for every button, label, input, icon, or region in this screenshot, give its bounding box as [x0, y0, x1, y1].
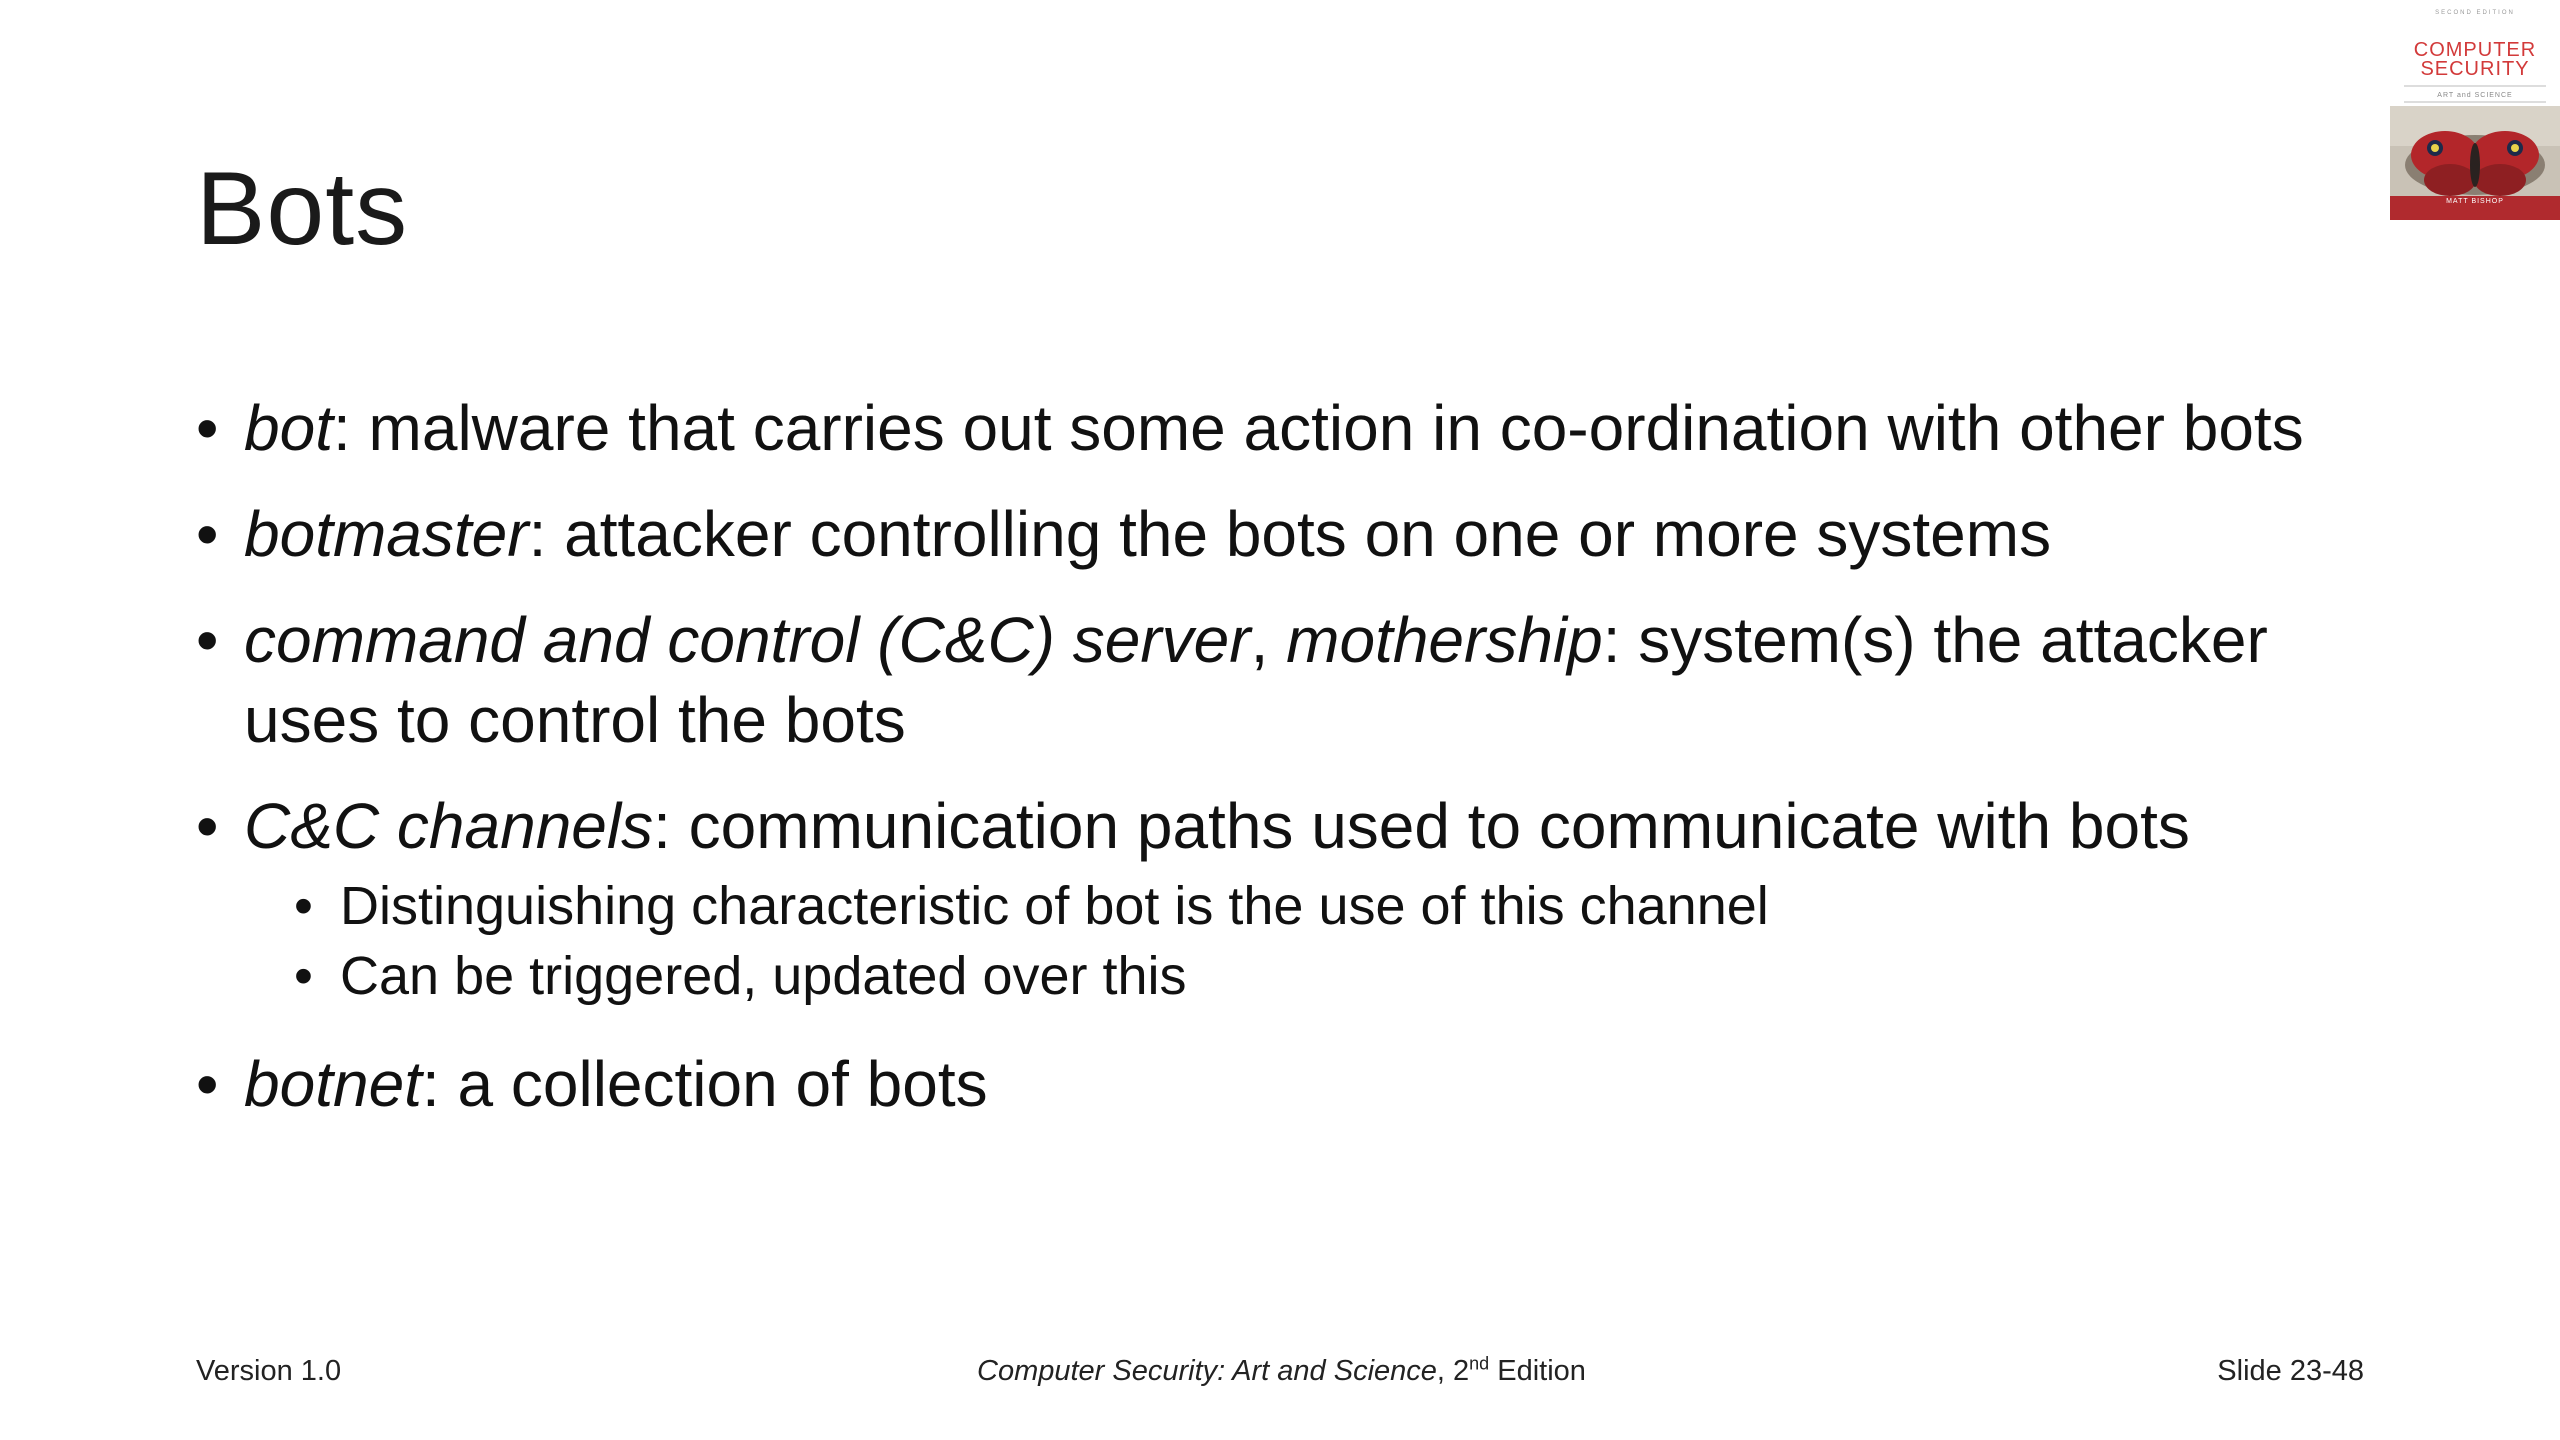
bullet-marker: •: [196, 604, 219, 676]
bullet-item: [196, 600, 2396, 760]
bullet-item: [196, 494, 2396, 574]
bullet-marker: •: [196, 790, 219, 862]
cover-author: MATT BISHOP: [2446, 198, 2504, 205]
bullet-separator: ,: [1250, 604, 1287, 676]
bullet-text: : communication paths used to communicate with bots: [653, 790, 2190, 862]
bullet-term: C&C channels: [244, 790, 654, 862]
bullet-item: [196, 1044, 2396, 1124]
footer-edition-suffix: Edition: [1489, 1355, 1586, 1387]
sub-bullet-item: [196, 940, 2396, 1012]
footer-book-name: Computer Security: Art and Science: [977, 1355, 1437, 1387]
bullet-list: [196, 388, 2396, 1150]
bullet-marker: •: [196, 1048, 219, 1120]
bullet-term: bot: [244, 392, 333, 464]
footer-version: Version 1.0: [196, 1355, 342, 1387]
bullet-text: : malware that carries out some action in co-ordination with other bots: [332, 392, 2304, 464]
bullet-marker: •: [196, 498, 219, 570]
bullet-text: : system(s) the attacker uses to control the bots: [244, 604, 2268, 756]
cover-title-line1: COMPUTER: [2413, 39, 2537, 61]
bullet-term: command and control (C&C) server: [244, 604, 1251, 676]
bullet-text: : a collection of bots: [421, 1048, 988, 1120]
bullet-term-secondary: mothership: [1286, 604, 1603, 676]
footer-edition-sup: nd: [1469, 1353, 1490, 1374]
book-cover-image: [2390, 0, 2560, 220]
bullet-item: [196, 388, 2396, 468]
footer-edition-prefix: , 2: [1436, 1355, 1470, 1387]
sub-bullet-marker: •: [294, 876, 313, 936]
sub-bullet-item: [196, 870, 2396, 942]
footer-book-title: [977, 1355, 1586, 1388]
bullet-term: botmaster: [244, 498, 529, 570]
book-cover-thumbnail: [2390, 0, 2560, 220]
slide-title: Bots: [196, 151, 409, 267]
bullet-text: : attacker controlling the bots on one or more systems: [528, 498, 2052, 570]
bullet-item: [196, 786, 2396, 866]
cover-edition-label: SECOND EDITION: [2435, 10, 2515, 16]
sub-bullet-marker: •: [294, 946, 313, 1006]
sub-bullet-text: Distinguishing characteristic of bot is the use of this channel: [340, 876, 1769, 936]
bullet-marker: •: [196, 392, 219, 464]
footer-slide-number: Slide 23-48: [2217, 1355, 2364, 1387]
cover-subtitle: ART and SCIENCE: [2437, 92, 2513, 99]
sub-bullet-text: Can be triggered, updated over this: [340, 946, 1187, 1006]
bullet-term: botnet: [244, 1048, 422, 1120]
cover-title-line2: SECURITY: [2420, 58, 2530, 80]
